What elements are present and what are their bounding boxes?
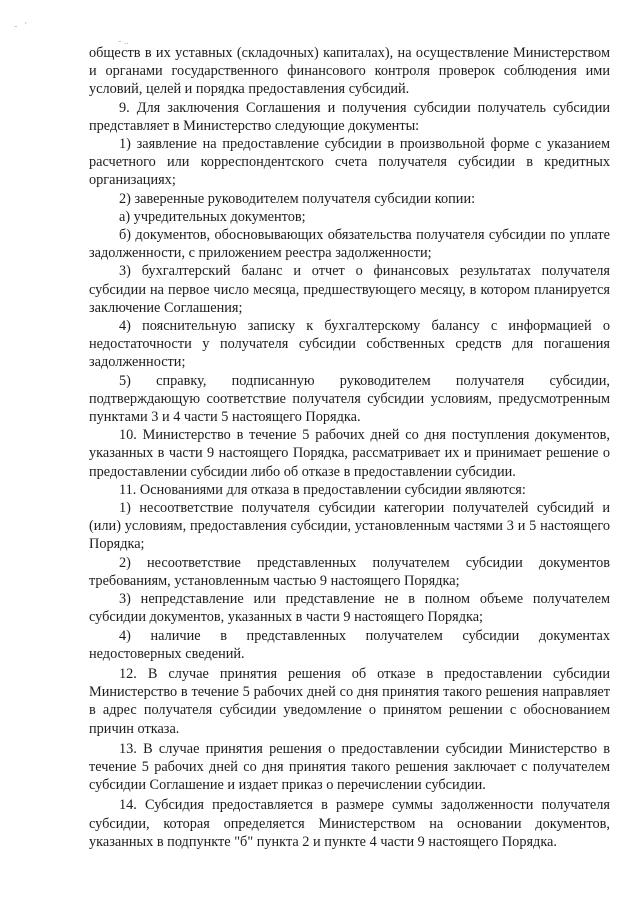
paragraph-11-item-4: 4) наличие в представленных получателем субсидии документах недостоверных сведений.: [89, 627, 610, 662]
paragraph-11-item-3: 3) непредставление или представление не в полном объеме получателем субсидии документов, указанных в части 9 настоящего Порядка;: [89, 591, 610, 626]
paragraph-10: 10. Министерство в течение 5 рабочих дней со дня поступления документов, указанных в части 9 настоящего Порядка, рассматривает их и принимает решение о предоставлении субсидии либо об отказе в предоставлении субсидии.: [89, 427, 610, 480]
paragraph-9-item-2a: а) учредительных документов;: [119, 208, 306, 225]
paragraph-11-item-1: 1) несоответствие получателя субсидии категории получателей субсидий и (или) условиям, предоставления субсидии, установленным частями 3 и 5 настоящего Порядка;: [89, 500, 610, 553]
document-page: [89, 44, 610, 851]
paragraph-9-item-2: 2) заверенные руководителем получателя субсидии копии:: [119, 190, 476, 207]
paragraph-12: 12. В случае принятия решения об отказе в предоставлении субсидии Министерство в течение 5 рабочих дней со дня принятия такого решения направляет в адрес получателя субсидии уведомление о принятом решении с обоснованием причин отказа.: [89, 665, 610, 737]
paragraph-14: 14. Субсидия предоставляется в размере суммы задолженности получателя субсидии, которая определяется Министерством на основании документов, указанных в подпункте "б" пункта 2 и пункте 4 части 9 настоящего Порядка.: [89, 797, 610, 850]
paragraph-13: 13. В случае принятия решения о предоставлении субсидии Министерство в течение 5 рабочих дней со дня принятия такого решения заключает с получателем субсидии Соглашение и издает приказ о перечислении субсидии.: [89, 740, 610, 794]
paragraph-11: 11. Основаниями для отказа в предоставлении субсидии являются:: [119, 481, 526, 498]
paragraph-9: 9. Для заключения Соглашения и получения субсидии получатель субсидии представляет в Министерство следующие документы:: [89, 99, 610, 134]
paragraph-9-item-5: 5) справку, подписанную руководителем получателя субсидии, подтверждающую соответствие получателя субсидии условиям, предусмотренным пунктами 3 и 4 части 5 настоящего Порядка.: [89, 372, 610, 426]
paragraph-continuation: обществ в их уставных (складочных) капиталах), на осуществление Министерством и органами государственного финансового контроля проверок соблюдения ими условий, целей и порядка предоставления субсидий.: [89, 45, 610, 98]
paragraph-9-item-4: 4) пояснительную записку к бухгалтерскому балансу с информацией о недостаточности у получателя субсидии собственных средств для погашения задолженности;: [89, 318, 610, 371]
paragraph-9-item-2b: б) документов, обосновывающих обязательства получателя субсидии по уплате задолженности, с приложением реестра задолженности;: [89, 227, 610, 262]
scan-artifact-mark: - ': [14, 21, 27, 32]
paragraph-11-item-2: 2) несоответствие представленных получателем субсидии документов требованиям, установленным частью 9 настоящего Порядка;: [89, 554, 610, 589]
paragraph-9-item-3: 3) бухгалтерский баланс и отчет о финансовых результатах получателя субсидии на первое число месяца, предшествующего месяцу, в котором планируется заключение Соглашения;: [89, 263, 610, 316]
paragraph-9-item-1: 1) заявление на предоставление субсидии в произвольной форме с указанием расчетного или корреспондентского счета получателя субсидии в кредитных организациях;: [89, 136, 610, 189]
scan-artifact-mark: - ..: [118, 36, 129, 47]
